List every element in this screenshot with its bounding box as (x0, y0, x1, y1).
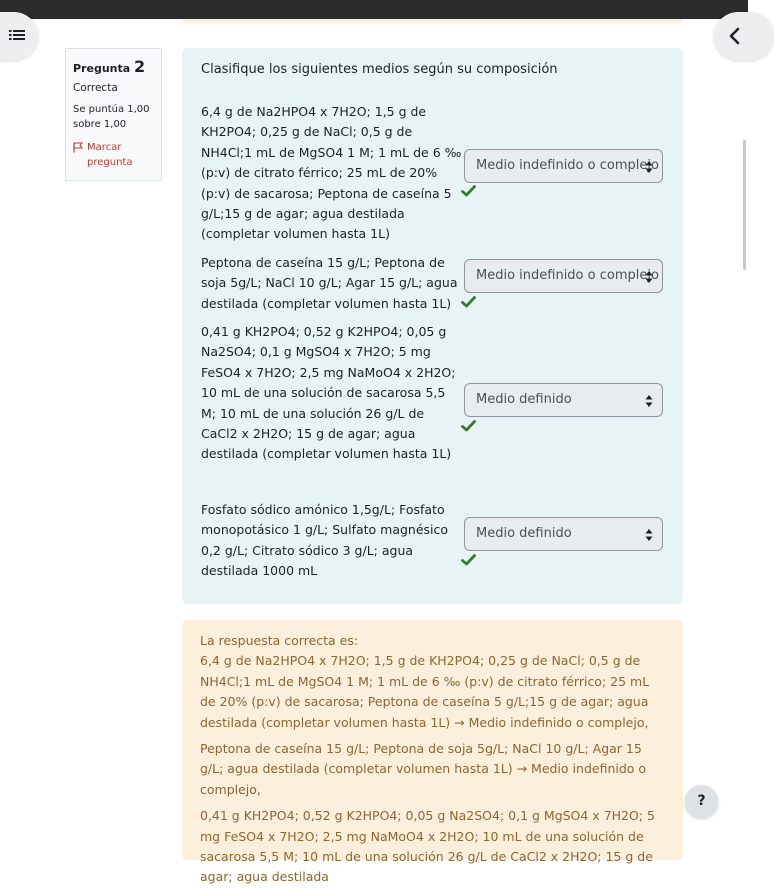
sort-caret-icon (645, 394, 653, 408)
feedback-answer-1: 6,4 g de Na2HPO4 x 7H2O; 1,5 g de KH2PO4; 0,25 g de NaCl; 0,5 g de NH4Cl;1 mL de MgSO4 1 M; 1 mL de 6 ‰ (p:v) de citrato férrico; 25 mL de 20% (p:v) de sacarosa; Peptona de caseína 5 g/L;15 g de agar; agua destilada (completar volumen hasta 1L) → Medio indefinido o complejo, (200, 653, 650, 730)
top-navbar (0, 0, 748, 19)
chevron-left-icon (726, 27, 744, 45)
previous-feedback-box (182, 19, 683, 23)
feedback-heading: La respuesta correcta es: (200, 633, 359, 648)
match-item-4-text: Fosfato sódico amónico 1,5g/L; Fosfato monopotásico 1 g/L; Sulfato magnésico 0,2 g/L; Citrato sódico 3 g/L; agua destilada 1000 mL (201, 502, 449, 579)
help-button[interactable]: ? (685, 785, 718, 818)
question-label: Pregunta (73, 62, 131, 75)
feedback-answer-2: Peptona de caseína 15 g/L; Peptona de soja 5g/L; NaCl 10 g/L; Agar 15 g/L; agua destilada (completar volumen hasta 1L) → Medio indefinido o complejo, (200, 741, 647, 797)
sort-caret-icon (645, 270, 653, 284)
sort-caret-icon (645, 160, 653, 174)
match-item-2-text: Peptona de caseína 15 g/L; Peptona de soja 5g/L; NaCl 10 g/L; Agar 15 g/L; agua destilada (completar volumen hasta 1L) (201, 255, 458, 311)
question-content (182, 48, 683, 604)
question-state: Correcta (73, 82, 118, 94)
flag-question-label: Marcar pregunta (87, 142, 133, 168)
match-select-2-value: Medio indefinido o complejo (476, 268, 659, 283)
correct-answer-feedback (182, 620, 683, 885)
match-select-4-value: Medio definido (476, 526, 572, 541)
check-icon (461, 554, 476, 566)
match-select-2[interactable] (464, 259, 663, 293)
flag-icon (73, 142, 83, 153)
page-scrollbar[interactable] (743, 140, 746, 270)
question-prompt: Clasifique los siguientes medios según su composición (201, 62, 558, 77)
question-grade: Se puntúa 1,00 sobre 1,00 (73, 104, 150, 130)
question-number (73, 57, 154, 76)
feedback-answer-3: 0,41 g KH2PO4; 0,52 g K2HPO4; 0,05 g Na2SO4; 0,1 g MgSO4 x 7H2O; 5 mg FeSO4 x 7H2O; 2,5 mg NaMoO4 x 2H2O; 10 mL de una solución de sacarosa 5,5 M; 10 mL de una solución 26 g/L de CaCl2 x 2H2O; 15 g de agar; agua destilada (200, 808, 655, 885)
match-item-3-text: 0,41 g KH2PO4; 0,52 g K2HPO4; 0,05 g Na2SO4; 0,1 g MgSO4 x 7H2O; 5 mg FeSO4 x 7H2O; 2,5 mg NaMoO4 x 2H2O; 10 mL de una solución de sacarosa 5,5 M; 10 mL de una solución 26 g/L de CaCl2 x 2H2O; 15 g de agar; agua destilada (completar volumen hasta 1L) (201, 324, 456, 462)
flag-question-link[interactable] (73, 140, 154, 170)
match-select-1[interactable] (464, 149, 663, 183)
match-select-4[interactable] (464, 517, 663, 551)
match-select-3[interactable] (464, 383, 663, 417)
check-icon (461, 420, 476, 432)
check-icon (461, 296, 476, 308)
match-select-3-value: Medio definido (476, 392, 572, 407)
match-select-1-value: Medio indefinido o complejo (476, 158, 659, 173)
sort-caret-icon (645, 528, 653, 542)
check-icon (461, 185, 476, 197)
question-info-panel (65, 48, 162, 181)
right-drawer-toggle-button[interactable] (714, 12, 774, 60)
question-number-value: 2 (134, 57, 146, 76)
match-item-1-text: 6,4 g de Na2HPO4 x 7H2O; 1,5 g de KH2PO4; 0,25 g de NaCl; 0,5 g de NH4Cl;1 mL de MgSO4 1 M; 1 mL de 6 ‰ (p:v) de citrato férrico; 25 mL de 20% (p:v) de sacarosa; Peptona de caseína 5 g/L;15 g de agar; agua destilada (completar volumen hasta 1L) (201, 104, 462, 242)
course-index-toggle-button[interactable] (0, 12, 38, 60)
list-icon (8, 27, 26, 45)
